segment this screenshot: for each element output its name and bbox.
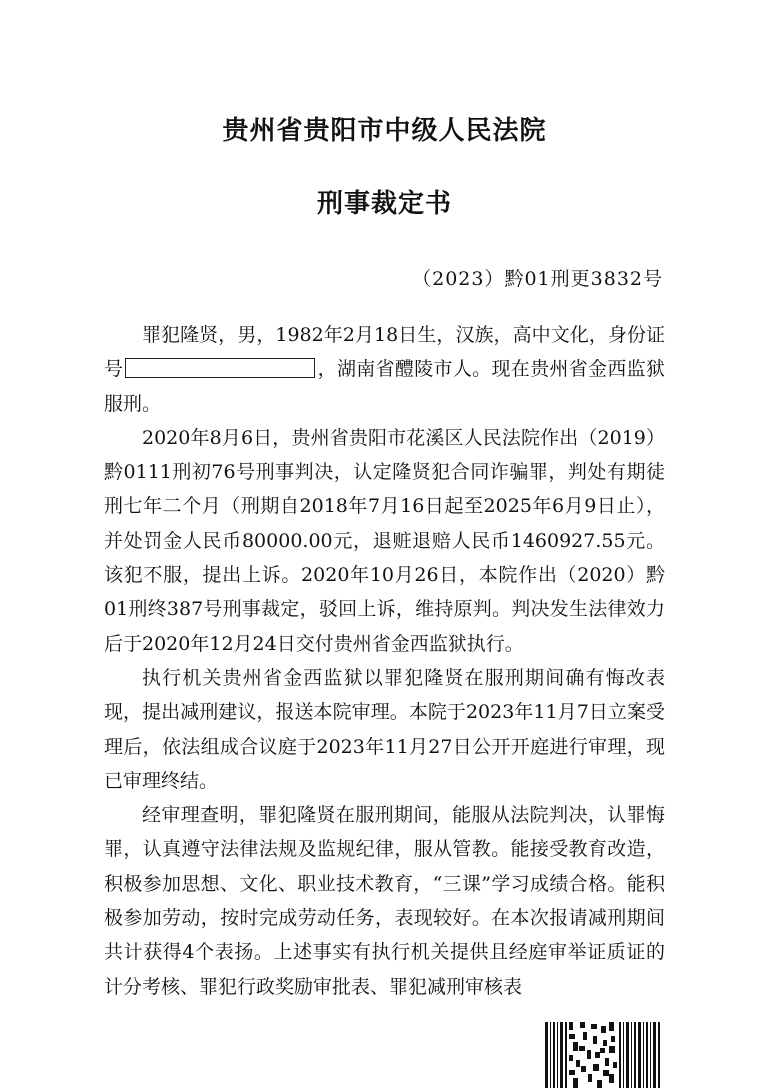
paragraph-original-judgment: 2020年8月6日，贵州省贵阳市花溪区人民法院作出（2019）黔0111刑初76号刑事判决，认定隆贤犯合同诈骗罪，判处有期徒刑七年二个月（刑期自2018年7月16日起至2025年6月9日止），并处罚金人民币80000.00元，退赃退赔人民币1460927.55元。该犯不服，提出上诉。2020年10月26日，本院作出（2020）黔01刑终387号刑事裁定，驳回上诉，维持原判。判决发生法律效力后于2020年12月24日交付贵州省金西监狱执行。 [104,426,665,655]
document-title: 刑事裁定书 [316,189,452,219]
defendant-info-text: 罪犯隆贤，男，1982年2月18日生，汉族，高中文化，身份证号 [104,324,665,381]
paragraph-findings: 经审理查明，罪犯隆贤在服刑期间，能服从法院判决，认罪悔罪，认真遵守法律法规及监规纪律，服从管教。能接受教育改造，积极参加思想、文化、职业技术教育，“三课”学习成绩合格。能积极参加劳动，按时完成劳动任务，表现较好。在本次报请减刑期间共计获得4个表扬。上述事实有执行机关提供且经庭审举证质证的计分考核、罪犯行政奖励审批表、罪犯减刑审核表 [104,804,665,998]
paragraph-commutation-proposal: 执行机关贵州省金西监狱以罪犯隆贤在服刑期间确有悔改表现，提出减刑建议，报送本院审理。本院于2023年11月7日立案受理后，依法组成合议庭于2023年11月27日公开开庭进行审理，现已审理终结。 [104,666,665,792]
document-body [104,318,665,1004]
barcode-image [543,1022,665,1088]
defendant-origin-text: ，湖南省醴陵市人。现在贵州省金西监狱服刑。 [104,358,665,415]
case-number: （2023）黔01刑更3832号 [412,268,663,290]
redacted-id-box [125,358,315,378]
paragraph-defendant-info [104,318,665,421]
court-name: 贵州省贵阳市中级人民法院 [222,116,547,146]
